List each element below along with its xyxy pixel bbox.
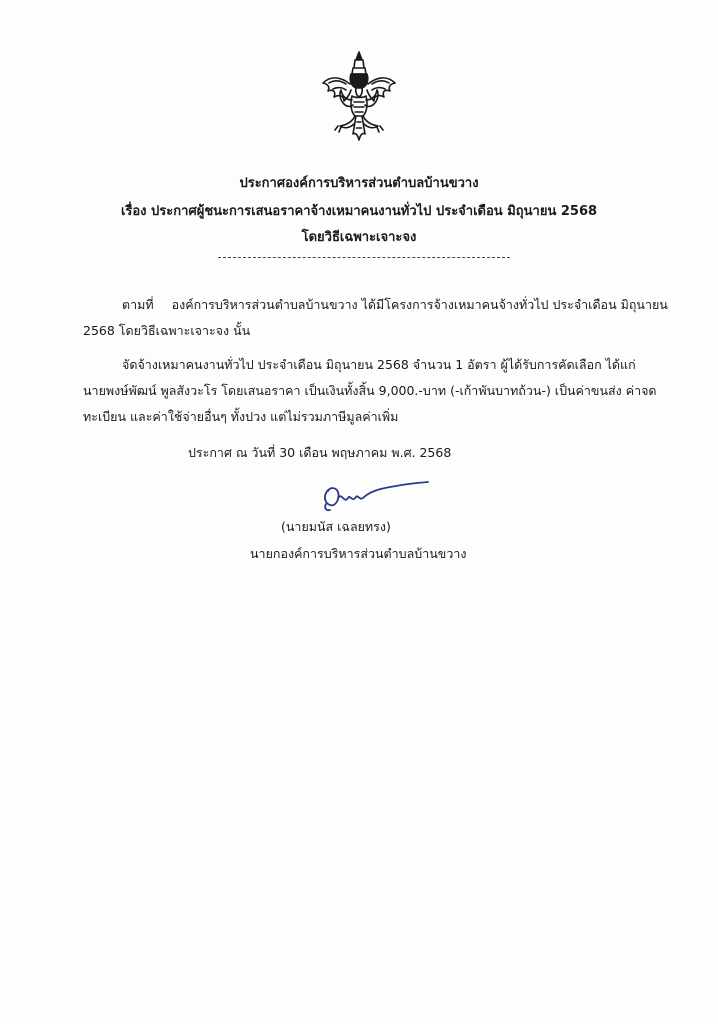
paragraph-2-line-3: ทะเบียน และค่าใช้จ่ายอื่นๆ ทั้งปวง แต่ไม่รวมภาษีมูลค่าเพิ่ม — [83, 409, 399, 424]
garuda-emblem-icon — [320, 50, 398, 142]
signatory-title: นายกองค์การบริหารส่วนตำบลบ้านขวาง — [250, 546, 467, 561]
header-organization: ประกาศองค์การบริหารส่วนตำบลบ้านขวาง — [239, 176, 479, 191]
paragraph-1-text: องค์การบริหารส่วนตำบลบ้านขวาง ได้มีโครงการจ้างเหมาคนจ้างทั่วไป ประจำเดือน มิถุนายน — [171, 297, 668, 312]
announcement-date: ประกาศ ณ วันที่ 30 เดือน พฤษภาคม พ.ศ. 2568 — [188, 445, 452, 460]
paragraph-1-line-1 — [122, 296, 668, 314]
paragraph-2-line-2: นายพงษ์พัฒน์ พูลสังวะโร โดยเสนอราคา เป็นเงินทั้งสิ้น 9,000.-บาท (-เก้าพันบาทถ้วน-) เป็นค่าขนส่ง ค่าจด — [83, 383, 657, 398]
header-divider — [218, 257, 510, 258]
paragraph-2-line-1: จัดจ้างเหมาคนงานทั่วไป ประจำเดือน มิถุนายน 2568 จำนวน 1 อัตรา ผู้ได้รับการคัดเลือก ได้แก่ — [122, 357, 636, 372]
signature-image — [318, 478, 436, 516]
signatory-name: (นายมนัส เฉลยทรง) — [281, 519, 391, 534]
paragraph-1-line-2: 2568 โดยวิธีเฉพาะเจาะจง นั้น — [83, 323, 251, 338]
header-subject: เรื่อง ประกาศผู้ชนะการเสนอราคาจ้างเหมาคนงานทั่วไป ประจำเดือน มิถุนายน 2568 — [120, 204, 598, 219]
header-method: โดยวิธีเฉพาะเจาะจง — [301, 230, 417, 245]
paragraph-1-label: ตามที่ — [122, 297, 154, 312]
